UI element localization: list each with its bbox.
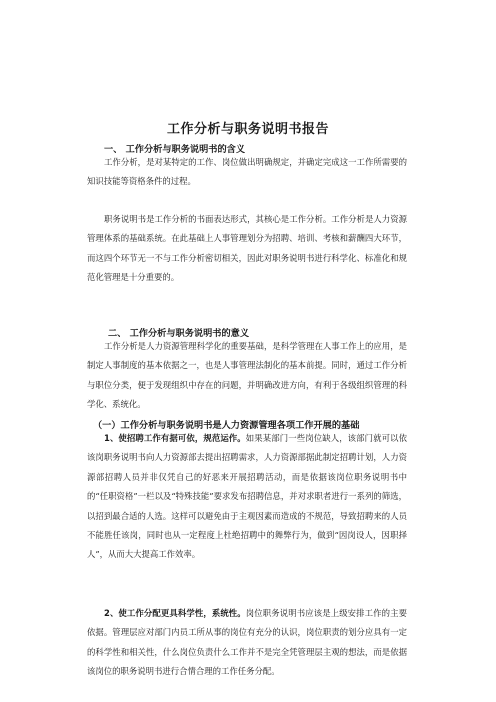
item-2-paragraph: [87, 604, 407, 682]
item-1-lead: 1、使招聘工作有据可依，规范运作。: [104, 433, 246, 443]
section-2-heading: 二、 工作分析与职务说明书的意义: [108, 328, 250, 339]
subsection-1-heading: （一）工作分析与职务说明书是人力资源管理各项工作开展的基础: [93, 420, 360, 431]
section-2-paragraph-1: 工作分析是人力资源管理科学化的重要基础，是科学管理在人事工作上的应用，是制定人事制度的基本依据之一，也是人事管理法制化的基本前提。同时，通过工作分析与职位分类，便于发现组织中存在的问题，并明确改进方向，有利于各级组织管理的科学化、系统化。: [87, 341, 407, 410]
item-2-text: 岗位职务说明书应该是上级安排工作的主要依据。管理层应对部门内员工所从事的岗位有充分的认识，岗位职责的划分应具有一定的科学性和相关性，什么岗位负责什么工作并不是完全凭管理层主观的想法，而是依据该岗位的职务说明书进行合情合理的工作任务分配。: [87, 608, 408, 677]
section-1-heading: 一、 工作分析与职务说明书的含义: [104, 144, 246, 155]
section-1-paragraph-1: 工作分析，是对某特定的工作、岗位做出明确规定，并确定完成这一工作所需要的知识技能等资格条件的过程。: [87, 157, 407, 187]
item-2-lead: 2、使工作分配更具科学性，系统性。: [104, 608, 246, 618]
section-1-paragraph-2: 职务说明书是工作分析的书面表达形式，其核心是工作分析。工作分析是人力资源管理体系的基础系统。在此基础上人事管理划分为招聘、培训、考核和薪酬四大环节，而这四个环节无一不与工作分析密切相关，因此对职务说明书进行科学化、标准化和规范化管理是十分重要的。: [87, 214, 407, 283]
item-1-paragraph: [87, 429, 407, 565]
item-1-text: 如果某部门一些岗位缺人，该部门就可以依该岗职务说明书向人力资源部去提出招聘需求，人力资源部据此制定招聘计划，人力资源部招聘人员并非仅凭自己的好恶来开展招聘活动，而是依据该岗位职务说明书中的“任职资格”一栏以及“特殊技能”要求发布招聘信息，并对求职者进行一系列的筛选，以招到最合适的人选。这样可以避免由于主观因素而造成的不规范，导致招聘来的人员不能胜任该岗，同时也从一定程度上杜绝招聘中的舞弊行为，做到“因岗设人，因职择人”，从而大大提高工作效率。: [87, 433, 408, 560]
page-title: 工作分析与职务说明书报告: [166, 122, 329, 137]
